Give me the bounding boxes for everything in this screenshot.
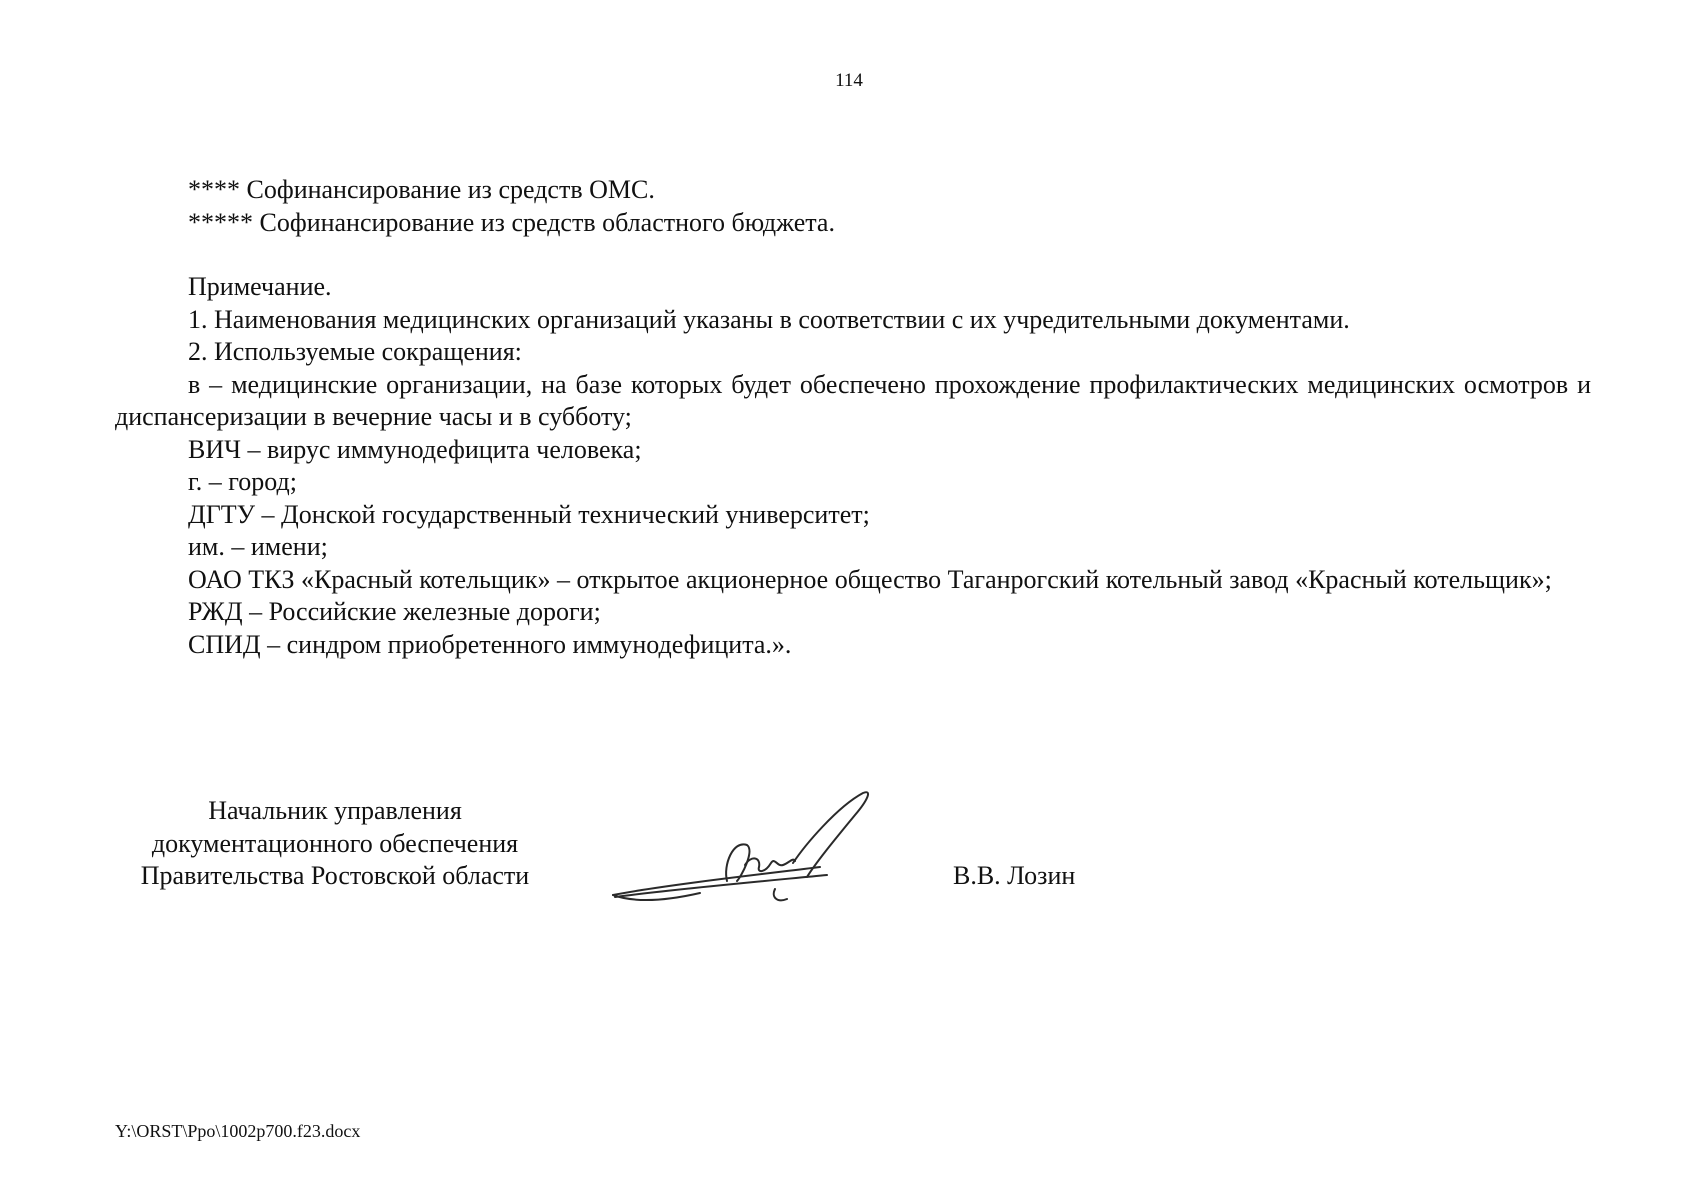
- footnote-regional-budget: ***** Софинансирование из средств областного бюджета.: [188, 207, 835, 237]
- note-heading: Примечание.: [188, 272, 332, 301]
- abbr-g: г. – город;: [188, 467, 297, 496]
- note-item-abbreviations: 2. Используемые сокращения:: [188, 337, 522, 366]
- page-number: 114: [835, 70, 863, 91]
- abbr-dgtu: ДГТУ – Донской государственный технический университет;: [188, 499, 870, 529]
- signer-position-line: документационного обеспечения: [151, 828, 519, 858]
- signer-position-line: Правительства Ростовской области: [140, 861, 530, 890]
- abbr-rzhd: РЖД – Российские железные дороги;: [188, 597, 601, 626]
- signer-position: [115, 795, 555, 893]
- abbr-v: в – медицинские организации, на базе которых будет обеспечено прохождение профилактических медицинских осмотров и диспансеризации в вечерние часы и в субботу;: [115, 369, 1591, 431]
- abbr-vich: ВИЧ – вирус иммунодефицита человека;: [188, 434, 642, 464]
- abbr-im: им. – имени;: [188, 532, 328, 561]
- footnote-oms: **** Софинансирование из средств ОМС.: [188, 175, 655, 204]
- document-body: [115, 174, 1591, 661]
- signer-position-line: Начальник управления: [208, 796, 462, 825]
- signer-name: В.В. Лозин: [953, 861, 1076, 890]
- abbr-oao-tkz: ОАО ТКЗ «Красный котельщик» – открытое акционерное общество Таганрогский котельный завод «Красный котельщик»;: [188, 564, 1552, 594]
- spacer: [115, 239, 1591, 271]
- handwritten-signature: [605, 785, 895, 910]
- abbr-spid: СПИД – синдром приобретенного иммунодефицита.».: [188, 629, 792, 659]
- file-path: Y:\ORST\Ppo\1002p700.f23.docx: [115, 1121, 361, 1141]
- note-item-names: 1. Наименования медицинских организаций указаны в соответствии с их учредительными документами.: [188, 304, 1350, 334]
